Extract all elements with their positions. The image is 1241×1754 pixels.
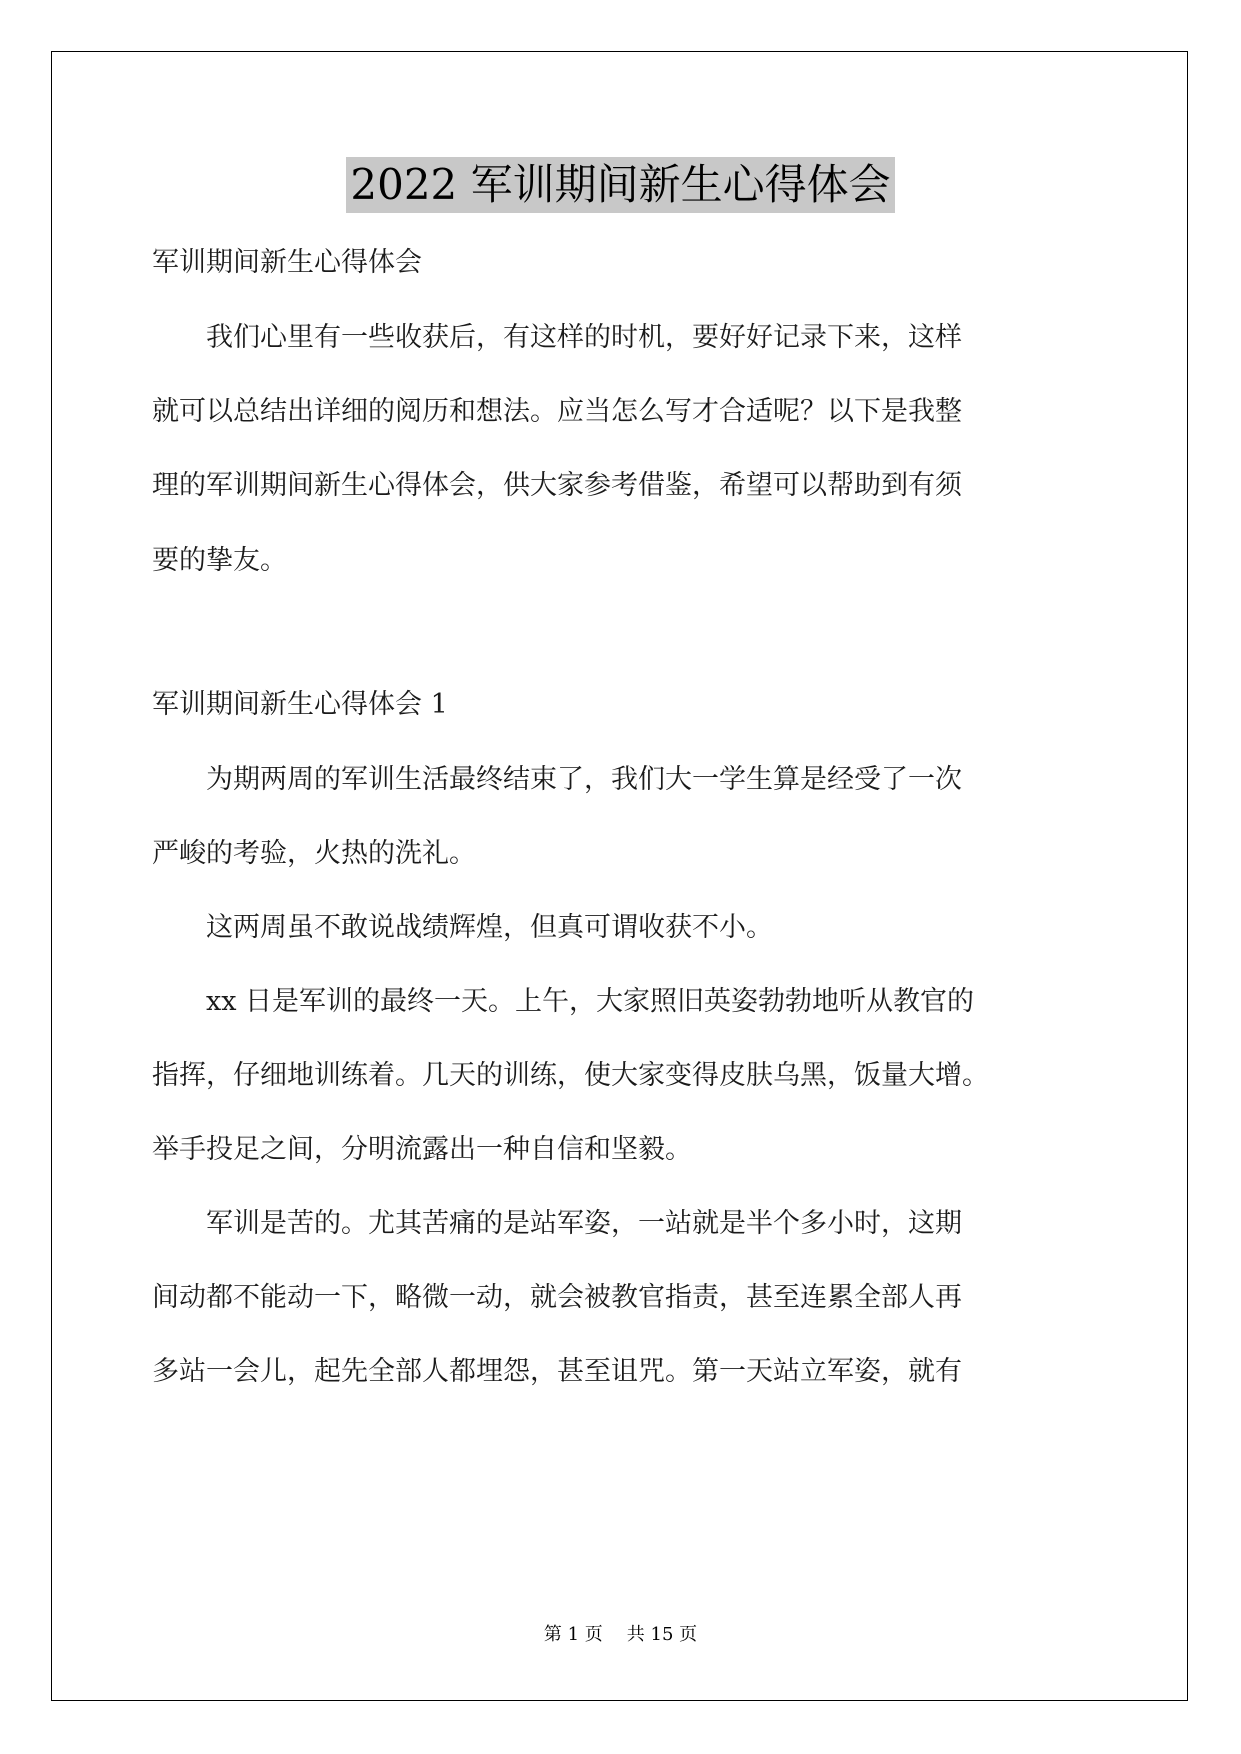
section-heading: 军训期间新生心得体会 1: [152, 689, 448, 720]
page-footer: [0, 1620, 1241, 1646]
paragraph-line: 指挥，仔细地训练着。几天的训练，使大家变得皮肤乌黑，饭量大增。: [152, 1060, 989, 1091]
page-number: 第 1 页: [543, 1624, 603, 1645]
paragraph-line: 举手投足之间，分明流露出一种自信和坚毅。: [152, 1134, 692, 1165]
section-heading: 军训期间新生心得体会: [152, 247, 422, 278]
document-title: 2022 军训期间新生心得体会: [346, 157, 894, 213]
paragraph-line: 就可以总结出详细的阅历和想法。应当怎么写才合适呢？以下是我整: [152, 396, 962, 427]
paragraph-line: 军训是苦的。尤其苦痛的是站军姿，一站就是半个多小时，这期: [152, 1208, 962, 1239]
paragraph-line: 要的挚友。: [152, 545, 287, 576]
paragraph-line: 为期两周的军训生活最终结束了，我们大一学生算是经受了一次: [152, 764, 962, 795]
paragraph-line: 严峻的考验，火热的洗礼。: [152, 838, 476, 869]
paragraph-line: 多站一会儿，起先全部人都埋怨，甚至诅咒。第一天站立军姿，就有: [152, 1356, 962, 1387]
paragraph-line: 这两周虽不敢说战绩辉煌，但真可谓收获不小。: [152, 912, 773, 943]
page-total: 共 15 页: [626, 1624, 698, 1645]
paragraph-line: 理的军训期间新生心得体会，供大家参考借鉴，希望可以帮助到有须: [152, 470, 962, 501]
paragraph-line: 间动都不能动一下，略微一动，就会被教官指责，甚至连累全部人再: [152, 1282, 962, 1313]
title-wrap: [0, 157, 1241, 213]
paragraph-line: xx 日是军训的最终一天。上午，大家照旧英姿勃勃地听从教官的: [152, 986, 975, 1017]
paragraph-line: 我们心里有一些收获后，有这样的时机，要好好记录下来，这样: [152, 322, 962, 353]
page-border: [51, 51, 1188, 1701]
